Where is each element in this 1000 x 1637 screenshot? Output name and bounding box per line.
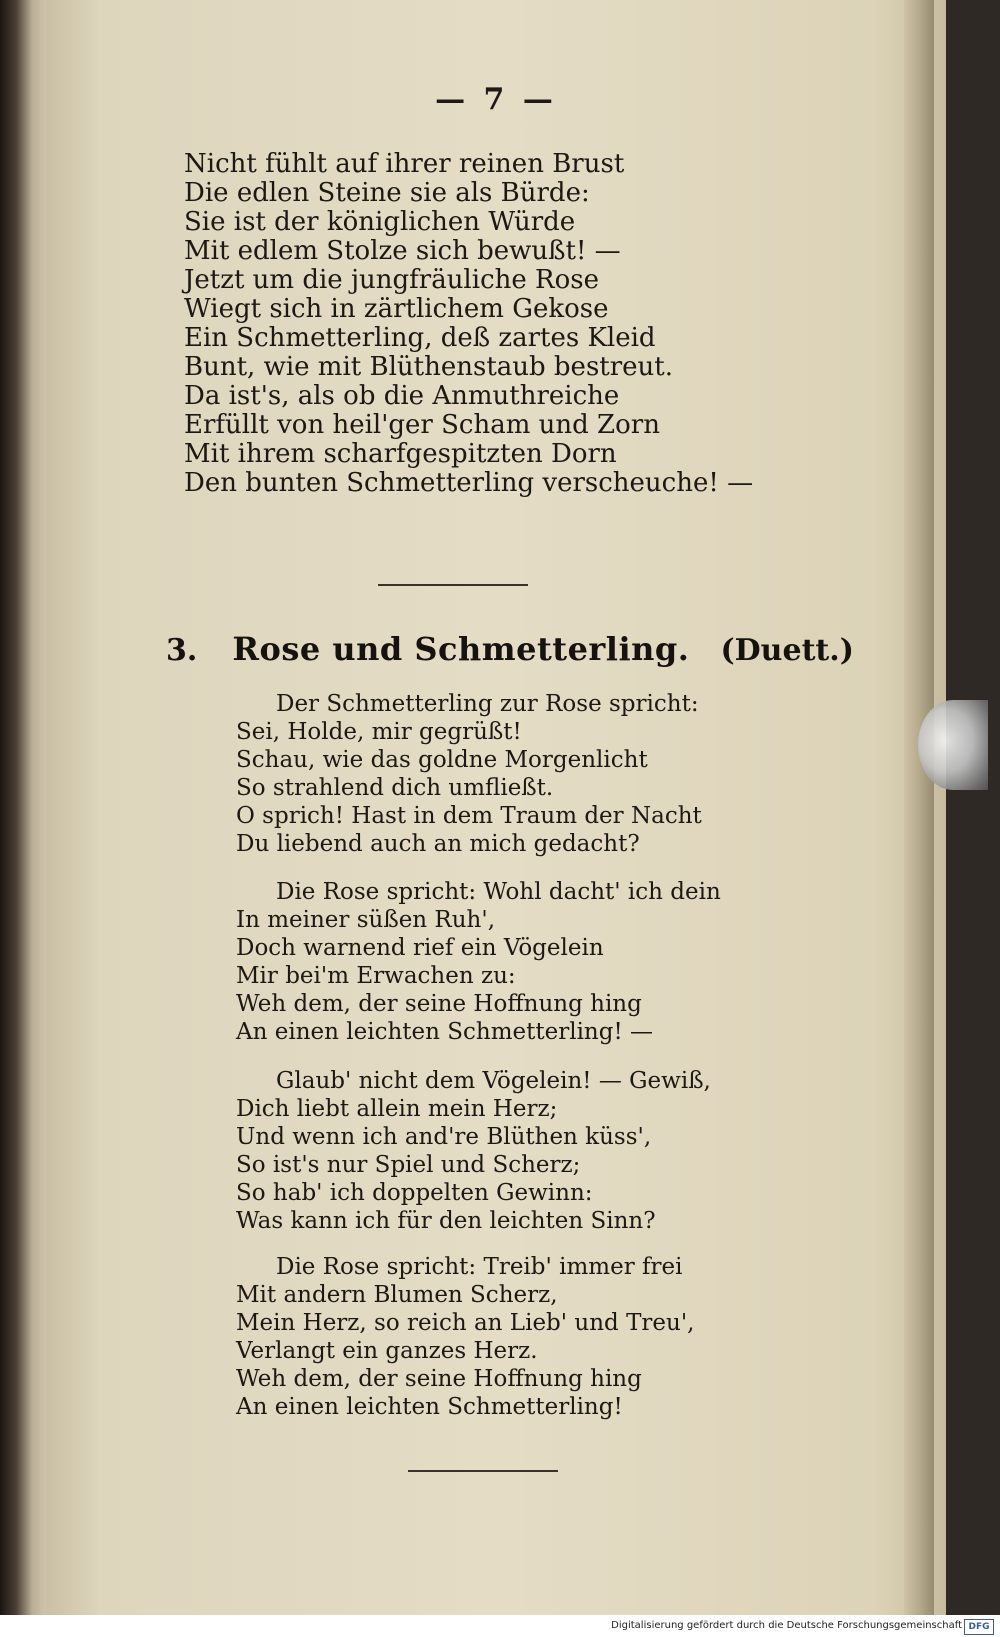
- section-voices: (Duett.): [720, 633, 854, 668]
- verse-line: So strahlend dich umfließt.: [236, 775, 554, 801]
- verse-line: Jetzt um die jungfräuliche Rose: [184, 265, 599, 295]
- stanza-2: [236, 690, 702, 858]
- section-number: 3.: [166, 633, 198, 668]
- verse-line: Dich liebt allein mein Herz;: [236, 1096, 558, 1122]
- verse-line: Der Schmetterling zur Rose spricht:: [276, 691, 699, 717]
- verse-line: Die edlen Steine sie als Bürde:: [184, 178, 590, 208]
- verse-line: Mit ihrem scharfgespitzten Dorn: [184, 439, 617, 469]
- digitization-credit: Digitalisierung gefördert durch die Deutsche Forschungsgemeinschaft: [611, 1620, 962, 1631]
- verse-line: Die Rose spricht: Treib' immer frei: [276, 1254, 683, 1280]
- page-clip: [918, 700, 988, 790]
- verse-line: Weh dem, der seine Hoffnung hing: [236, 991, 642, 1017]
- verse-line: Bunt, wie mit Blüthenstaub bestreut.: [184, 352, 674, 382]
- stanza-3: [236, 878, 721, 1046]
- verse-line: Da ist's, als ob die Anmuthreiche: [184, 381, 620, 411]
- verse-line: Mit edlem Stolze sich bewußt! —: [184, 236, 621, 266]
- verse-line: In meiner süßen Ruh',: [236, 907, 496, 933]
- verse-line: O sprich! Hast in dem Traum der Nacht: [236, 803, 702, 829]
- verse-line: So hab' ich doppelten Gewinn:: [236, 1180, 593, 1206]
- verse-line: Ein Schmetterling, deß zartes Kleid: [184, 323, 656, 353]
- verse-line: Mit andern Blumen Scherz,: [236, 1282, 558, 1308]
- verse-line: Die Rose spricht: Wohl dacht' ich dein: [276, 879, 721, 905]
- verse-line: Sie ist der königlichen Würde: [184, 207, 576, 237]
- section-heading: [166, 630, 854, 668]
- verse-line: Schau, wie das goldne Morgenlicht: [236, 747, 648, 773]
- verse-line: Doch warnend rief ein Vögelein: [236, 935, 604, 961]
- section-title: Rose und Schmetterling.: [232, 630, 690, 668]
- verse-line: An einen leichten Schmetterling! —: [236, 1019, 654, 1045]
- page-stack-edge: [904, 0, 934, 1615]
- verse-line: Mein Herz, so reich an Lieb' und Treu',: [236, 1310, 695, 1336]
- verse-line: Glaub' nicht dem Vögelein! — Gewiß,: [276, 1068, 711, 1094]
- stanza-1: [184, 150, 753, 498]
- verse-line: Den bunten Schmetterling verscheuche! —: [184, 468, 754, 498]
- verse-line: An einen leichten Schmetterling!: [236, 1394, 623, 1420]
- verse-line: Weh dem, der seine Hoffnung hing: [236, 1366, 642, 1392]
- verse-line: Du liebend auch an mich gedacht?: [236, 831, 640, 857]
- verse-line: Und wenn ich and're Blüthen küss',: [236, 1124, 652, 1150]
- stanza-5: [236, 1253, 694, 1421]
- book-page: [46, 0, 946, 1615]
- end-divider: [408, 1470, 558, 1472]
- verse-line: Sei, Holde, mir gegrüßt!: [236, 719, 522, 745]
- stanza-4: [236, 1067, 711, 1235]
- verse-line: So ist's nur Spiel und Scherz;: [236, 1152, 581, 1178]
- verse-line: Wiegt sich in zärtlichem Gekose: [184, 294, 609, 324]
- verse-line: Was kann ich für den leichten Sinn?: [236, 1208, 656, 1234]
- left-page-edge: [0, 0, 46, 1637]
- verse-line: Verlangt ein ganzes Herz.: [236, 1338, 538, 1364]
- verse-line: Erfüllt von heil'ger Scham und Zorn: [184, 410, 660, 440]
- verse-line: Mir bei'm Erwachen zu:: [236, 963, 516, 989]
- dfg-logo-icon: DFG: [964, 1619, 994, 1635]
- section-divider: [378, 584, 528, 586]
- verse-line: Nicht fühlt auf ihrer reinen Brust: [184, 149, 625, 179]
- page-number: — 7 —: [435, 82, 557, 117]
